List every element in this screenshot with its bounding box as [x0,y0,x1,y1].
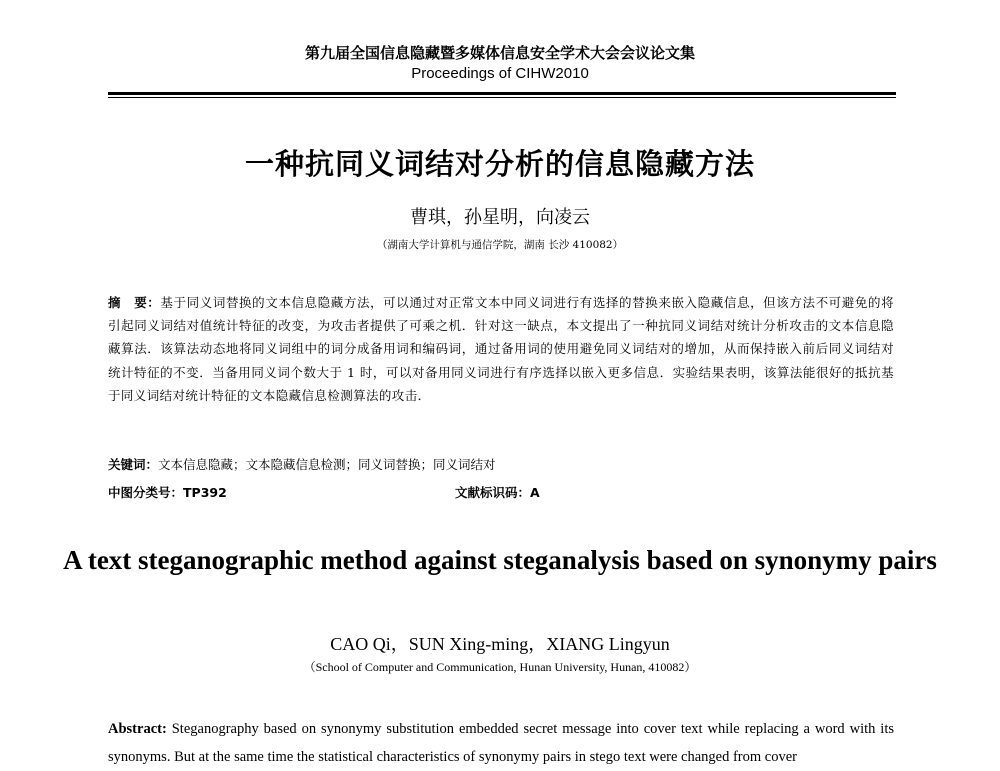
authors-en: CAO Qi，SUN Xing-ming，XIANG Lingyun [330,634,670,654]
keywords-cn [108,456,894,474]
document-code [455,484,540,502]
abstract-cn [108,291,894,407]
header-rule-thick [108,92,896,95]
abstract-cn-text: 基于同义词替换的文本信息隐藏方法，可以通过对正常文本中同义词进行有选择的替换来嵌入隐藏信息，但该方法不可避免的将引起同义词结对值统计特征的改变，为攻击者提供了可乘之机．针对这一缺点，本文提出了一种抗同义词结对统计分析攻击的文本信息隐藏算法．该算法动态地将同义词组中的词分成备用词和编码词，通过备用词的使用避免同义词结对的增加，从而保持嵌入前后同义词结对统计特征的不变．当备用同义词个数大于 1 时，可以对备用同义词进行有序选择以嵌入更多信息．实验结果表明，该算法能很好的抵抗基于同义词结对统计特征的文本隐藏信息检测算法的攻击． [108,295,894,403]
keywords-cn-label: 关键词： [108,457,159,472]
clc-label: 中图分类号： [108,485,184,500]
abstract-en-text: Steganography based on synonymy substitution embedded secret message into cover text while replacing a word with its synonyms. But at the same time the statistical characteristics of synonymy pairs in stego text were changed from cover [108,721,895,765]
authors-cn: 曹琪，孙星明，向凌云 [410,207,590,228]
paper-title-en: A text steganographic method against steganalysis based on synonymy pairs [63,545,937,575]
abstract-cn-label: 摘 要： [108,295,161,310]
clc-value: TP392 [183,485,227,500]
doc-code-value: A [530,485,540,500]
affiliation-cn: （湖南大学计算机与通信学院，湖南 长沙 410082） [376,239,624,251]
proceedings-title-en: Proceedings of CIHW2010 [411,65,589,82]
abstract-en-label: Abstract: [108,721,167,737]
paper-title-cn: 一种抗同义词结对分析的信息隐藏方法 [244,147,755,181]
keywords-cn-text: 文本信息隐藏；文本隐藏信息检测；同义词替换；同义词结对 [158,457,496,472]
clc-number [108,484,227,502]
running-head [0,44,1000,84]
doc-code-label: 文献标识码： [455,485,531,500]
abstract-en [108,715,894,771]
classification-row [108,484,894,502]
affiliation-en: （School of Computer and Communication, Hunan University, Hunan, 410082） [303,660,697,674]
header-rule-thin [108,97,896,98]
proceedings-title-cn: 第九届全国信息隐藏暨多媒体信息安全学术大会会议论文集 [304,44,695,62]
